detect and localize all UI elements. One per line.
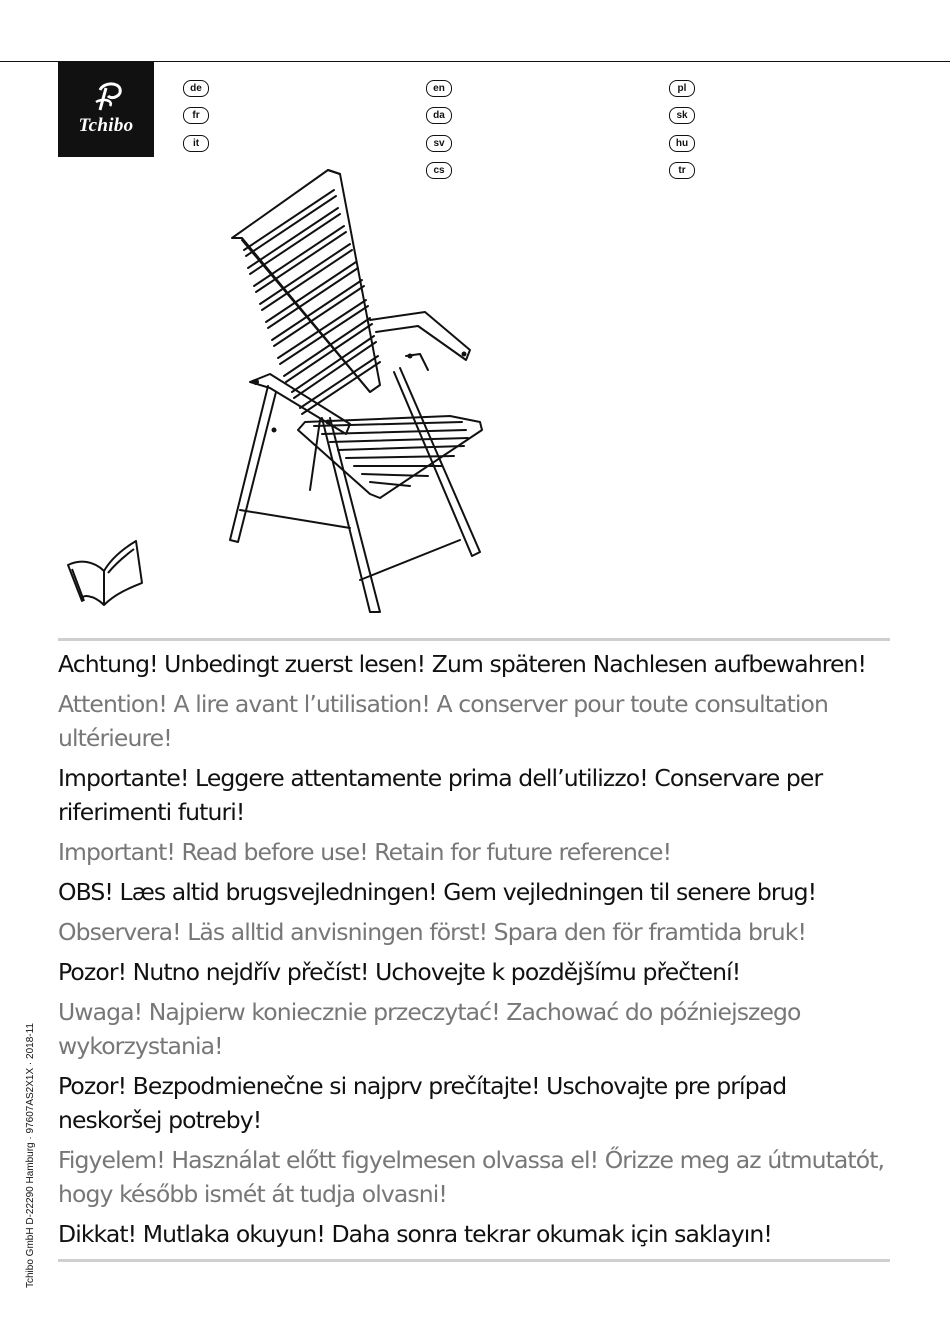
language-column-1: [183, 80, 209, 162]
warning-text-en: Important! Read before use! Retain for future reference!: [58, 838, 672, 866]
warning-text-hu: Figyelem! Használat előtt figyelmesen olvassa el! Őrizze meg az útmutatót, hogy később ismét át tudja olvasni!: [58, 1146, 885, 1208]
lang-badge: it: [183, 135, 209, 152]
warning-text-sv: Observera! Läs alltid anvisningen först! Spara den för framtida bruk!: [58, 918, 807, 946]
warning-text-fr: Attention! A lire avant l’utilisation! A conserver pour toute consultation ultérieure!: [58, 690, 828, 752]
warning-text-cs: Pozor! Nutno nejdřív přečíst! Uchovejte k pozdějšímu přečtení!: [58, 958, 741, 986]
lang-badge: cs: [426, 162, 452, 179]
warning-text-pl: Uwaga! Najpierw koniecznie przeczytać! Zachować do późniejszego wykorzystania!: [58, 998, 801, 1060]
lang-badge: hu: [669, 135, 695, 152]
lang-badge: sv: [426, 135, 452, 152]
lang-badge: fr: [183, 107, 209, 124]
open-book-icon: [64, 535, 148, 609]
folding-chair-illustration: [210, 160, 510, 620]
imprint-text: Tchibo GmbH D-22290 Hamburg · 97607AS2X1X · 2018-11: [25, 1023, 36, 1288]
warning-text-tr: Dikkat! Mutlaka okuyun! Daha sonra tekrar okumak için saklayın!: [58, 1220, 772, 1248]
lang-badge: en: [426, 80, 452, 97]
brand-name: Tchibo: [78, 115, 134, 136]
tchibo-logo-icon: [58, 62, 154, 157]
tchibo-logo: [58, 62, 154, 157]
warning-text-da: OBS! Læs altid brugsvejledningen! Gem vejledningen til senere brug!: [58, 878, 817, 906]
lang-badge: de: [183, 80, 209, 97]
warning-text-sk: Pozor! Bezpodmienečne si najprv prečítajte! Uschovajte pre prípad neskoršej potreby!: [58, 1072, 787, 1134]
language-column-3: [669, 80, 695, 190]
lang-badge: sk: [669, 107, 695, 124]
lang-badge: pl: [669, 80, 695, 97]
lang-badge: tr: [669, 162, 695, 179]
warning-text-it: Importante! Leggere attentamente prima dell’utilizzo! Conservare per riferimenti futuri!: [58, 764, 823, 826]
warning-text-de: Achtung! Unbedingt zuerst lesen! Zum späteren Nachlesen aufbewahren!: [58, 650, 867, 678]
lang-badge: da: [426, 107, 452, 124]
reading-warning-list: [58, 638, 890, 1262]
